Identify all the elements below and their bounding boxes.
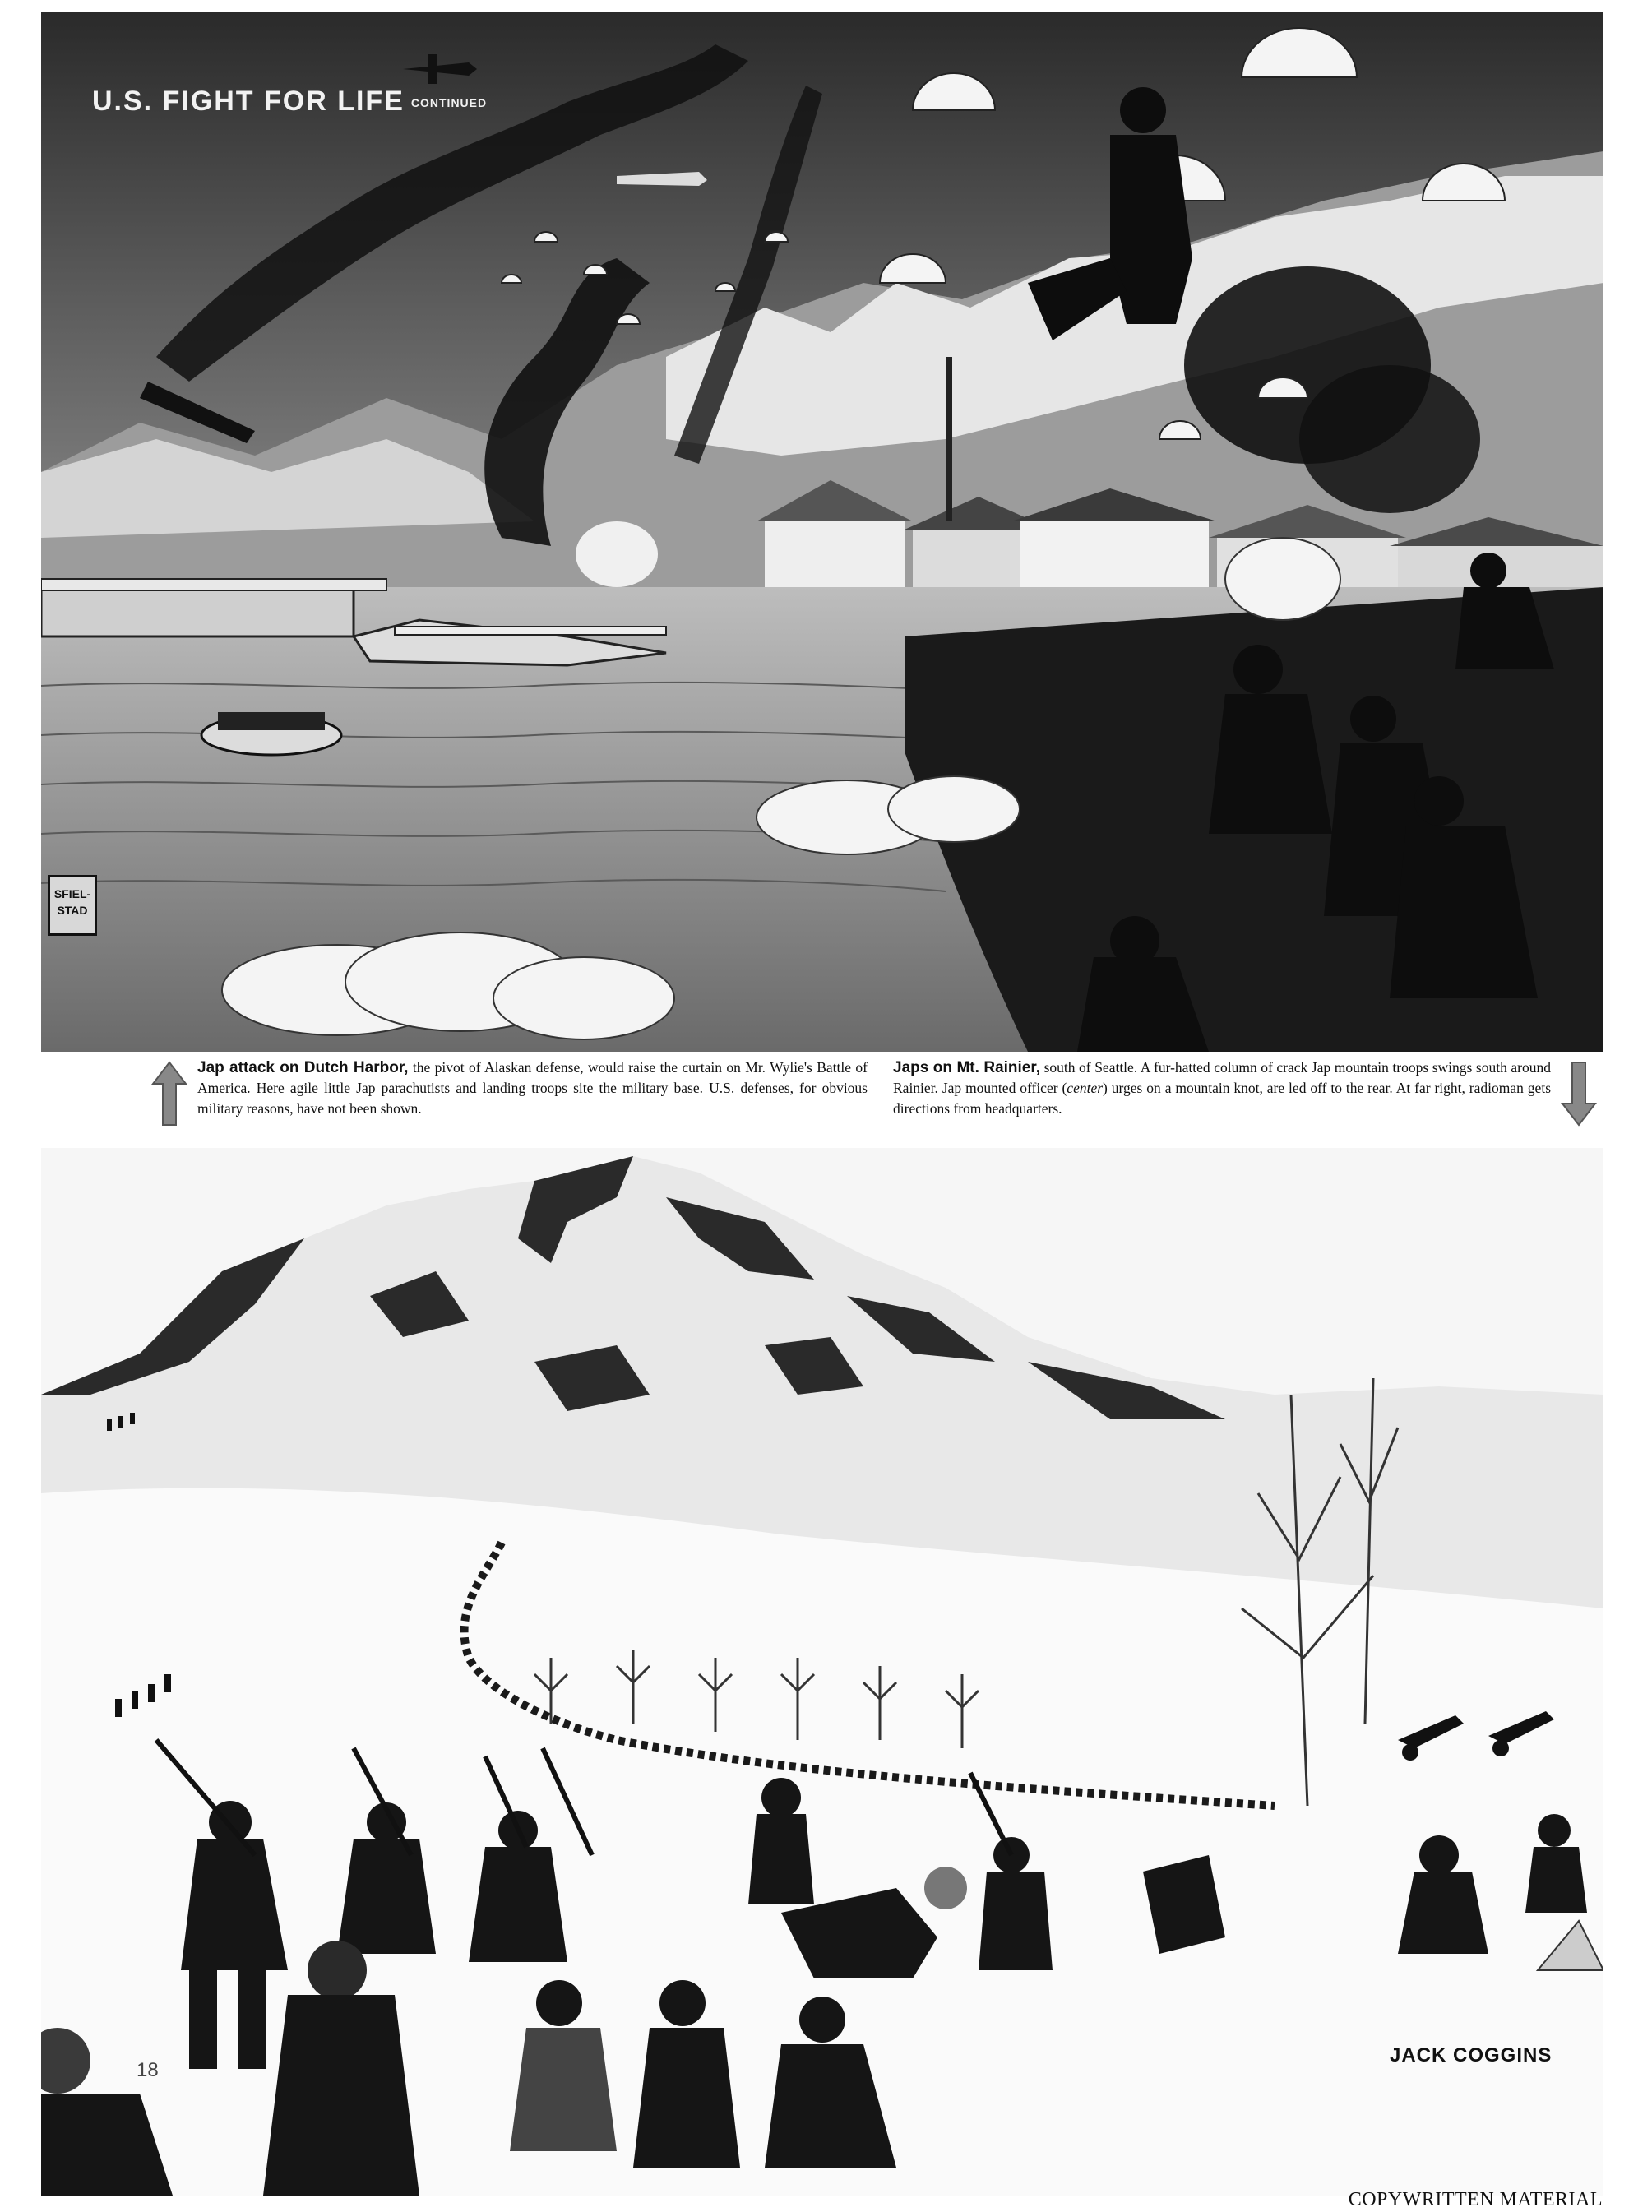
artist-signature-top: SFIEL-STAD [48, 875, 97, 936]
arrow-up-icon [151, 1061, 187, 1127]
mt-rainier-illustration [41, 1148, 1603, 2196]
dutch-harbor-illustration [41, 12, 1603, 1052]
page-number: 18 [137, 2059, 159, 2081]
dutch-harbor-artwork [41, 12, 1603, 1052]
caption-right-text-1: south of Seattle. A fur-hatted column of crack Jap mountain troops swings south around Rainier. Jap mounted officer ( [893, 1059, 1551, 1096]
caption-right-emphasis: center [1067, 1080, 1104, 1096]
mt-rainier-artwork [41, 1148, 1603, 2196]
caption-right-lead: Japs on Mt. Rainier, [893, 1059, 1040, 1076]
landing-raft [201, 712, 341, 755]
caption-left-lead: Jap attack on Dutch Harbor, [197, 1059, 409, 1076]
caption-right-text-2: ) urges on a mountain knot, are led off to the rear. At far right, radioman gets directions from headquarters. [893, 1080, 1551, 1117]
continued-label: CONTINUED [410, 96, 488, 109]
caption-left-text: the pivot of Alaskan defense, would raise the curtain on Mr. Wylie's Battle of America. Here agile little Jap parachutists and landing troops site the military base. U.S. defenses, for obvious military reasons, have not been shown. [197, 1059, 868, 1117]
section-heading [92, 86, 487, 118]
caption-dutch-harbor [197, 1057, 868, 1119]
artist-signature-bottom: JACK COGGINS [1390, 2044, 1553, 2066]
section-title: U.S. FIGHT FOR LIFE [92, 86, 405, 117]
arrow-down-icon [1561, 1061, 1597, 1127]
copyright-notice: COPYWRITTEN MATERIAL [1348, 2189, 1603, 2210]
caption-mt-rainier [893, 1057, 1551, 1119]
fire-burst [576, 521, 658, 587]
